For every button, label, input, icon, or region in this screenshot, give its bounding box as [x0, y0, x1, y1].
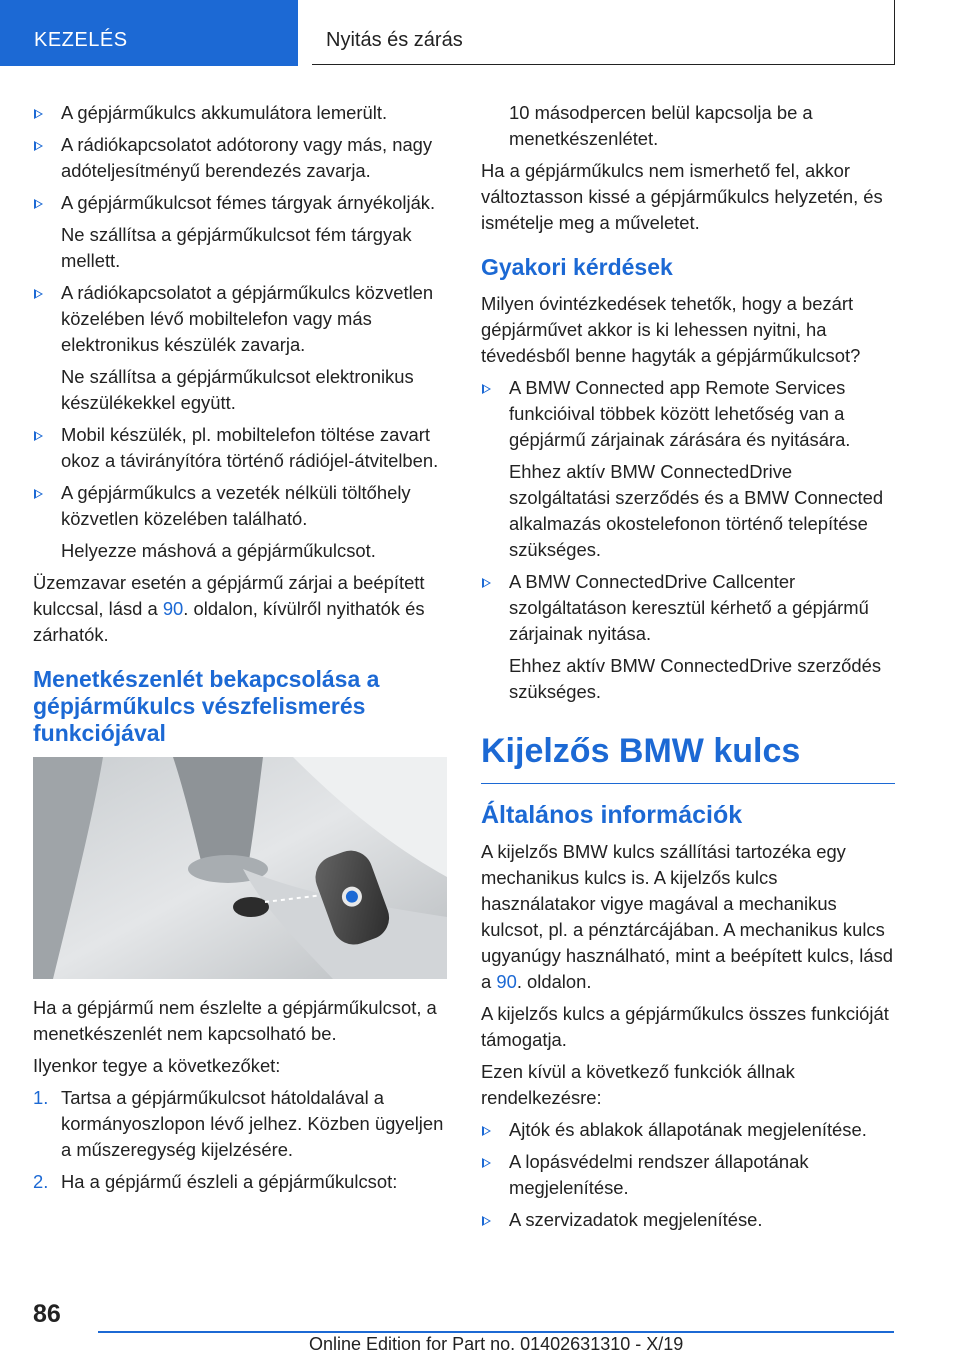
list-note: Ne szállítsa a gépjárműkulcsot elektronikus készülékekkel együtt.: [61, 366, 414, 413]
triangle-bullet-icon: [34, 109, 43, 119]
chapter-header: [312, 0, 895, 65]
list-item: Ajtók és ablakok állapotának megjelenítése.: [481, 1117, 895, 1143]
numbered-step: 1. Tartsa a gépjárműkulcsot hátoldalával a kormányoszlopon lévő jelhez. Közben ügyeljen a műszeregység kijelzésére.: [33, 1087, 444, 1160]
list-item: A rádiókapcsolatot adótorony vagy más, nagy adóteljesítményű berendezés zavarja.: [33, 132, 447, 184]
page-link[interactable]: 90: [496, 971, 517, 992]
triangle-bullet-icon: [482, 1158, 491, 1168]
list-item: A lopásvédelmi rendszer állapotának megjelenítése.: [481, 1149, 895, 1201]
steering-column-illustration: [33, 757, 447, 979]
section-tab: [0, 0, 298, 66]
section-heading: Általános információk: [481, 801, 743, 829]
triangle-bullet-icon: [34, 489, 43, 499]
paragraph: Ha a gépjármű nem észlelte a gépjárműkulcsot, a menetkészenlét nem kapcsolható be.: [33, 997, 437, 1044]
list-item: A gépjárműkulcs a vezeték nélküli töltőhely közvetlen közelében található.: [33, 480, 447, 532]
step-number: 2.: [33, 1171, 49, 1192]
paragraph: Ha a gépjárműkulcs nem ismerhető fel, akkor változtasson kissé a gépjárműkulcs helyzetén, és ismételje meg a műveletet.: [481, 160, 883, 233]
triangle-bullet-icon: [34, 289, 43, 299]
list-item: Mobil készülék, pl. mobiltelefon töltése zavart okoz a távirányítóra történő rádiójel-átvitelben.: [33, 422, 447, 474]
list-item: A BMW ConnectedDrive Callcenter szolgáltatáson keresztül kérhető a gépjármű zárjainak nyitása.: [481, 569, 895, 647]
list-item: A gépjárműkulcs akkumulátora lemerült.: [33, 100, 447, 126]
step-continuation: 10 másodpercen belül kapcsolja be a menetkészenlétet.: [509, 102, 813, 149]
step-number: 1.: [33, 1087, 49, 1108]
triangle-bullet-icon: [34, 141, 43, 151]
paragraph: Üzemzavar esetén a gépjármű zárjai a beépített kulccsal, lásd a 90. oldalon, kívülről nyithatók és zárhatók.: [33, 572, 425, 645]
footer-divider: [98, 1331, 894, 1333]
list-item: A BMW Connected app Remote Services funkcióival többek között lehetőség van a gépjármű zárjainak zárására és nyitására.: [481, 375, 895, 453]
paragraph: Ezen kívül a következő funkciók állnak rendelkezésre:: [481, 1061, 795, 1108]
triangle-bullet-icon: [34, 431, 43, 441]
left-column: [33, 100, 447, 1201]
chapter-title: Nyitás és zárás: [326, 29, 463, 51]
list-note: Ne szállítsa a gépjárműkulcsot fém tárgyak mellett.: [61, 224, 412, 271]
section-heading: Menetkészenlét bekapcsolása a gépjárműkulcs vészfelismerés funkciójával: [33, 666, 380, 746]
paragraph: Ilyenkor tegye a következőket:: [33, 1055, 281, 1076]
list-note: Ehhez aktív BMW ConnectedDrive szolgáltatási szerződés és a BMW Connected alkalmazás okostelefonon történő telepítése szükséges.: [509, 461, 884, 560]
chapter-main-title: Kijelzős BMW kulcs: [481, 729, 895, 784]
paragraph: A kijelzős kulcs a gépjárműkulcs összes funkcióját támogatja.: [481, 1003, 889, 1050]
paragraph: A kijelzős BMW kulcs szállítási tartozéka egy mechanikus kulcs is. A kijelzős kulcs használatakor vigye magával a mechanikus kulcsot, pl. a pénztárcájában. A mechanikus kulcs ugyanúgy használható, mint a beépített kulcs, lásd a 90. oldalon.: [481, 841, 894, 992]
key-fob-illustration-icon: [33, 757, 447, 979]
numbered-step: 2. Ha a gépjármű észleli a gépjárműkulcsot:: [33, 1169, 447, 1195]
triangle-bullet-icon: [482, 1126, 491, 1136]
section-title: KEZELÉS: [34, 29, 128, 51]
faq-question: Milyen óvintézkedések tehetők, hogy a bezárt gépjárművet akkor is ki lehessen nyitni, ha tévedésből benne hagyták a gépjárműkulcsot?: [481, 293, 861, 366]
list-item: A rádiókapcsolatot a gépjárműkulcs közvetlen közelében lévő mobiltelefon vagy más elektronikus készülék zavarja.: [33, 280, 447, 358]
list-item: A szervizadatok megjelenítése.: [481, 1207, 895, 1233]
edition-note: Online Edition for Part no. 01402631310 - X/19: [309, 1334, 684, 1354]
triangle-bullet-icon: [482, 1216, 491, 1226]
page-number: 86: [33, 1300, 61, 1328]
list-item: A gépjárműkulcsot fémes tárgyak árnyékolják.: [33, 190, 447, 216]
list-note: Ehhez aktív BMW ConnectedDrive szerződés szükséges.: [509, 655, 882, 702]
page-link[interactable]: 90: [162, 598, 184, 619]
section-heading: Gyakori kérdések: [481, 254, 673, 280]
right-column: [481, 100, 895, 1239]
list-note: Helyezze máshová a gépjárműkulcsot.: [61, 540, 376, 561]
triangle-bullet-icon: [482, 384, 491, 394]
triangle-bullet-icon: [482, 578, 491, 588]
triangle-bullet-icon: [34, 199, 43, 209]
